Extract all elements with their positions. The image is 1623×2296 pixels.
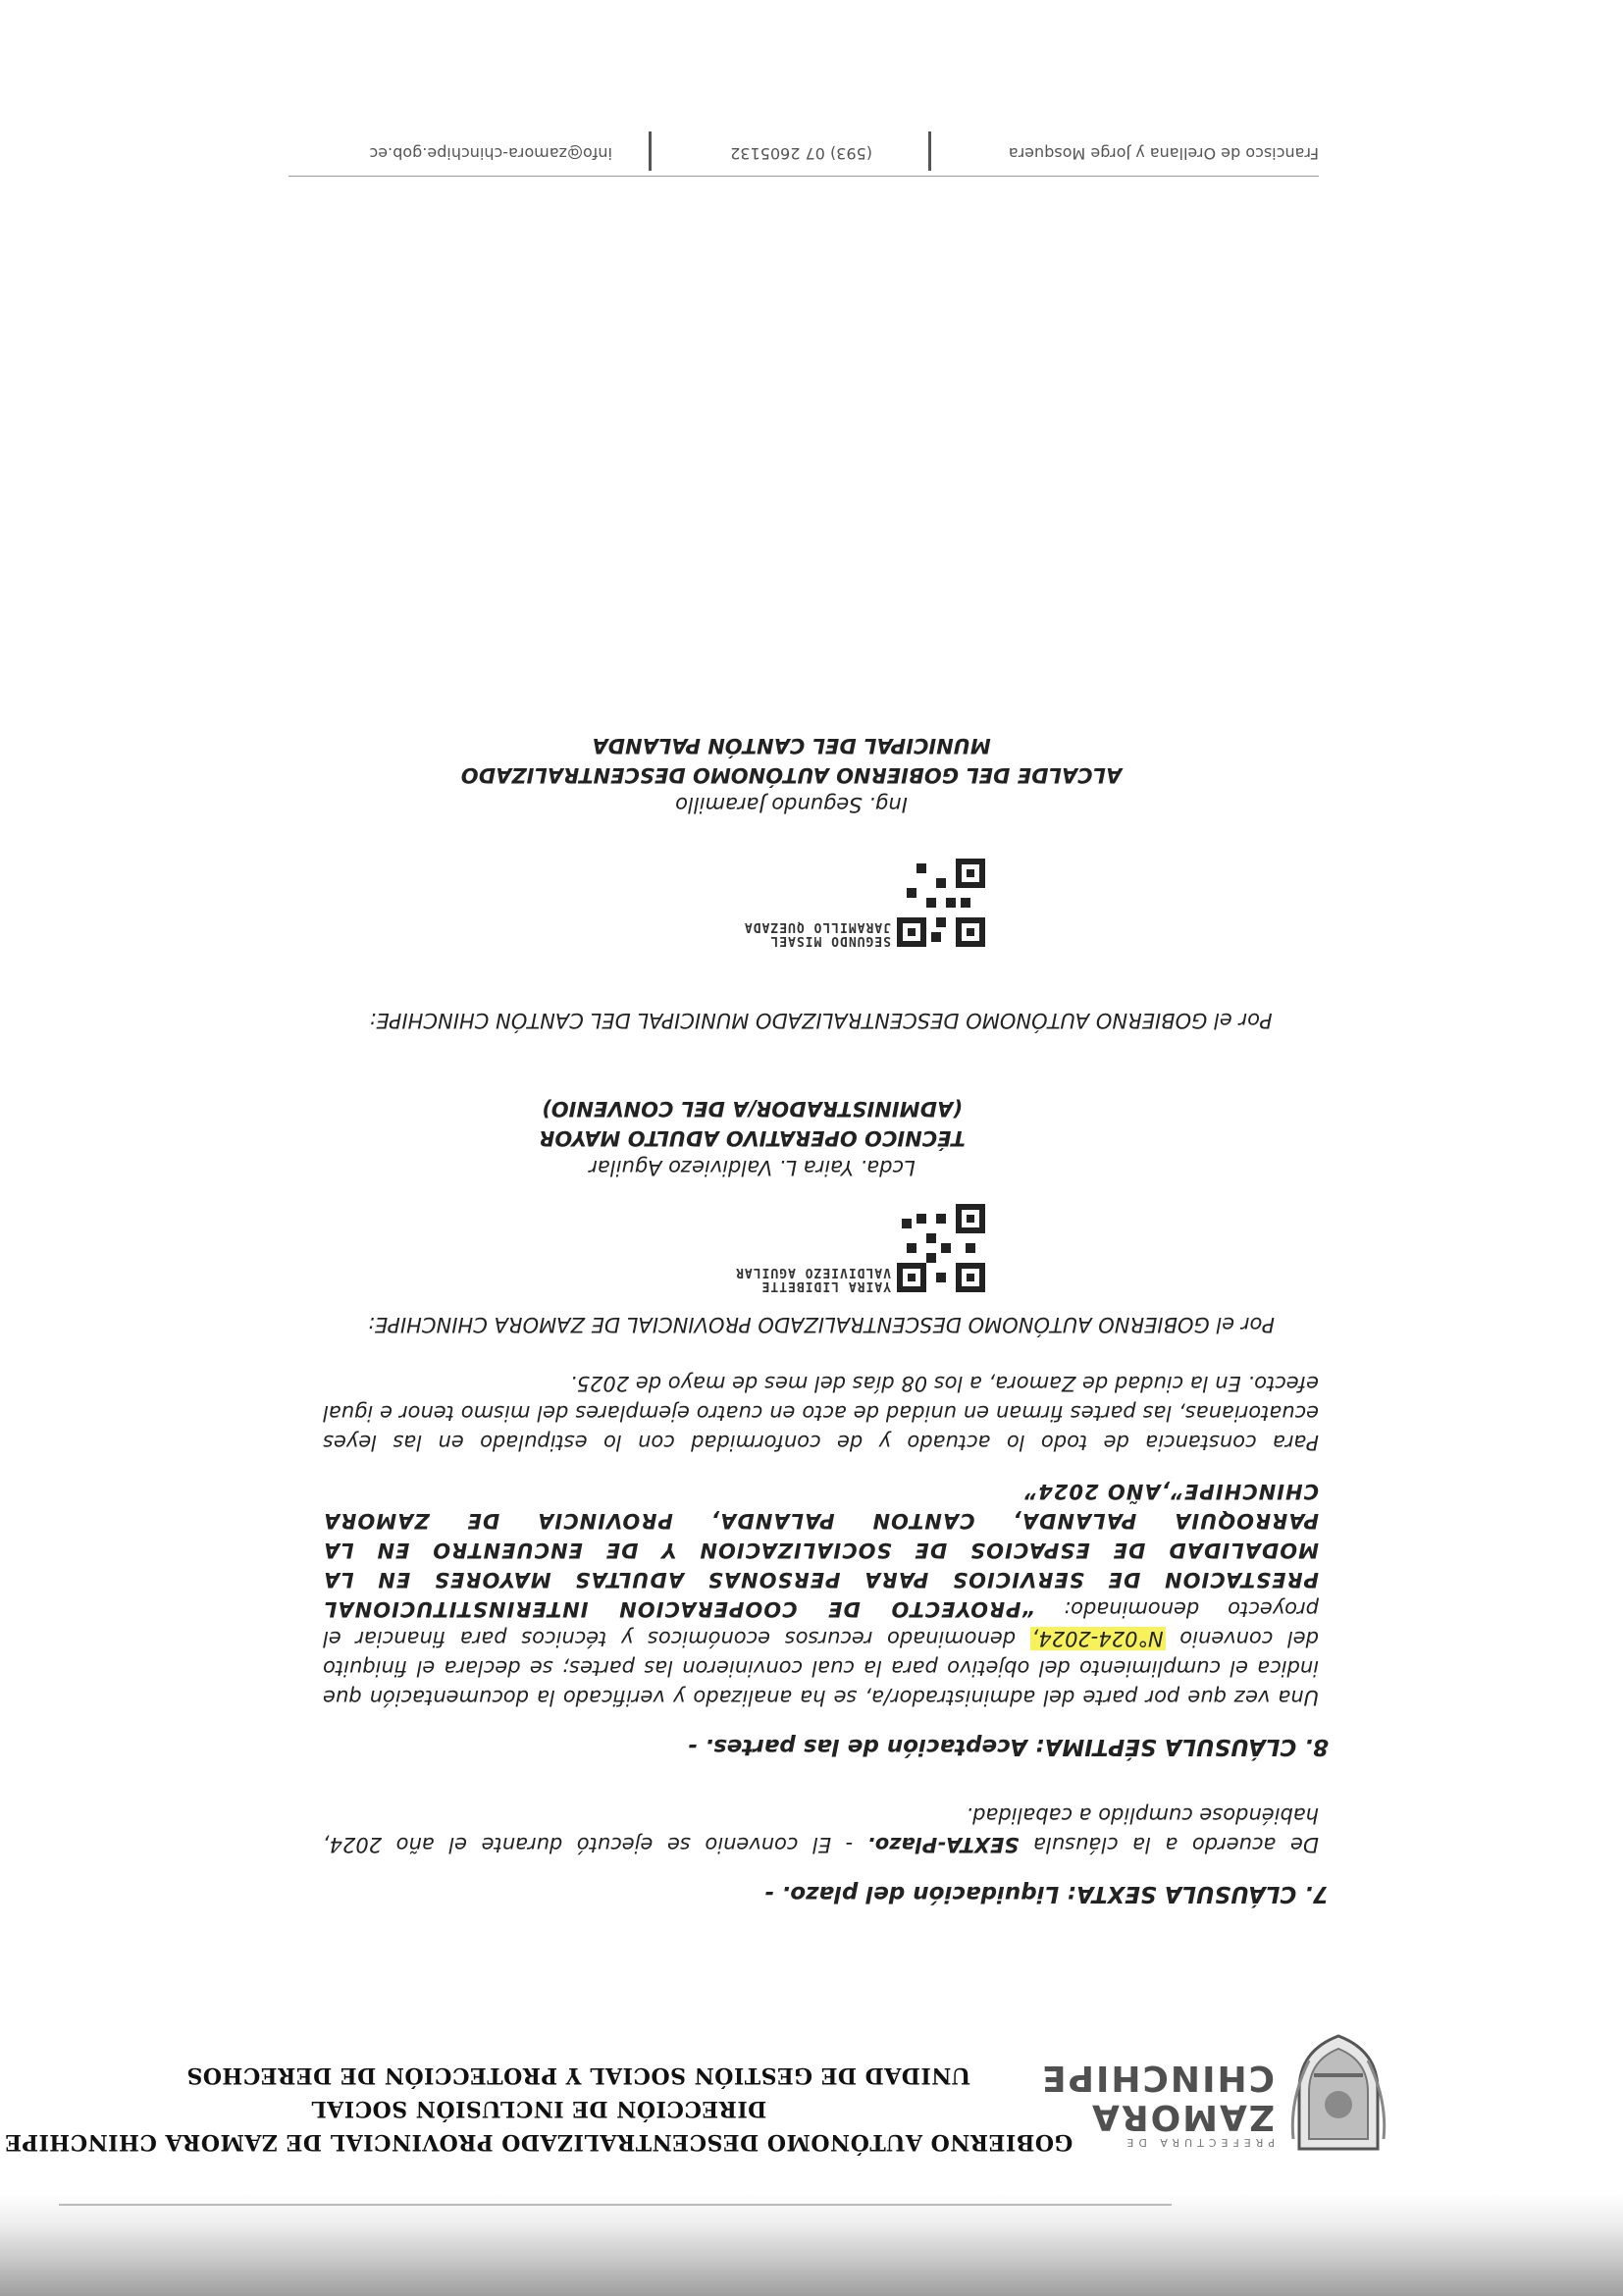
footer-phone: (593) 07 2605132 <box>730 144 872 163</box>
closing-paragraph: Para constancia de todo lo actuado y de conformidad con lo estipulado en las leyes ecuatorianas, las partes firman en unidad de acto en cuatro ejemplares del mismo tenor e igual efecto. En la ciudad de Zamora, a los 08 días del mes de mayo de 2025. <box>323 1372 1319 1454</box>
brand-prefix: PREFECTURA DE <box>1122 2136 1275 2149</box>
project-name: “PROYECTO DE COOPERACION INTERINSTITUCIONAL PRESTACION DE SERVICIOS PARA PERSONAS ADULTAS MAYORES EN LA MODALIDAD DE ESPACIOS DE SOCIALIZACION Y DE ENCUENTRO EN LA PARROQUIA PALANDA, CANTON PALANDA, PROVINCIA DE ZAMORA CHINCHIPE”,AÑO 2024” <box>323 1480 1319 1621</box>
qr-code-icon <box>897 859 985 947</box>
signer2-title1: ALCALDE DEL GOBIERNO AUTÓNOMO DESCENTRALIZADO <box>460 763 1123 787</box>
signer2-title2: MUNICIPAL DEL CANTÓN PALANDA <box>592 734 991 757</box>
clause7-text: De acuerdo a la cláusula SEXTA-Plazo. - El convenio se ejecutó durante el año 2024, habiéndose cumplido a cabalidad. <box>323 1803 1319 1856</box>
signer1-title2: (ADMINISTRADOR/A DEL CONVENIO) <box>542 1097 963 1121</box>
clause8-text: Una vez que por parte del administrador/a, se ha analizado y verificado la documentación que indica el cumplimiento del objetivo para la cual convinieron las partes; se declara el finiquito del convenio N°024-2024, denominado recursos económicos y técnicos para financiar el proyecto denominado: “PROYECTO DE COOPERACION INTERINSTITUCIONAL PRESTACION DE SERVICIOS PARA PERSONAS ADULTAS MAYORES EN LA MODALIDAD DE ESPACIOS DE SOCIALIZACION Y DE ENCUENTRO EN LA PARROQUIA PALANDA, CANTON PALANDA, PROVINCIA DE ZAMORA CHINCHIPE”,AÑO 2024” <box>322 1480 1319 1709</box>
footer-email: info@zamora-chinchipe.gob.ec <box>369 144 612 163</box>
highlighted-convenio-number: N°024-2024, <box>1031 1627 1164 1650</box>
signature-block-1 <box>323 1094 1319 1292</box>
signer1-name: Lcda. Yaira L. Valdiviezo Aguilar <box>589 1156 916 1179</box>
institution-header <box>0 2059 1098 2159</box>
gadpz-signature-label: Por el GOBIERNO AUTÓNOMO DESCENTRALIZADO PROVINCIAL DE ZAMORA CHINCHIPE: <box>367 1313 1275 1336</box>
signature-block-2 <box>323 731 1319 947</box>
qr-code-icon <box>897 1204 985 1292</box>
clause8-heading: 8. CLÁUSULA SÉPTIMA: Aceptación de las partes. - <box>687 1734 1329 1759</box>
header-line2: DIRECCIÓN DE INCLUSIÓN SOCIAL <box>310 2096 767 2121</box>
brand-line1: ZAMORA <box>1090 2097 1275 2137</box>
clause7-heading: 7. CLÁUSULA SEXTA: Liquidación del plazo. - <box>763 1881 1329 1906</box>
signer1-title1: TÉCNICO OPERATIVO ADULTO MAYOR <box>539 1126 966 1150</box>
header-line1: GOBIERNO AUTÓNOMO DESCENTRALIZADO PROVINCIAL DE ZAMORA CHINCHIPE <box>4 2129 1073 2155</box>
document-body <box>322 731 1329 1908</box>
qr-signer-caption: YAIRA LIDIBETTE VALDIVIEZO AGUILAR <box>735 1265 891 1293</box>
page-footer <box>288 137 1319 177</box>
brand-line2: CHINCHIPE <box>1040 2058 1275 2098</box>
prefectura-shield-logo <box>1289 2031 1387 2159</box>
qr-signer-caption: SEGUNDO MISAEL JARAMILLO QUEZADA <box>743 919 891 948</box>
scan-top-band <box>0 2193 1623 2296</box>
gadm-signature-label: Por el GOBIERNO AUTÓNOMO DESCENTRALIZADO MUNICIPAL DEL CANTÓN CHINCHIPE: <box>369 1009 1273 1032</box>
header-line3: UNIDAD DE GESTIÓN SOCIAL Y PROTECCIÓN DE DERECHOS <box>185 2062 970 2088</box>
signer2-name: Ing. Segundo Jaramillo <box>675 793 908 816</box>
footer-address: Francisco de Orellana y Jorge Mosquera <box>1008 144 1319 163</box>
